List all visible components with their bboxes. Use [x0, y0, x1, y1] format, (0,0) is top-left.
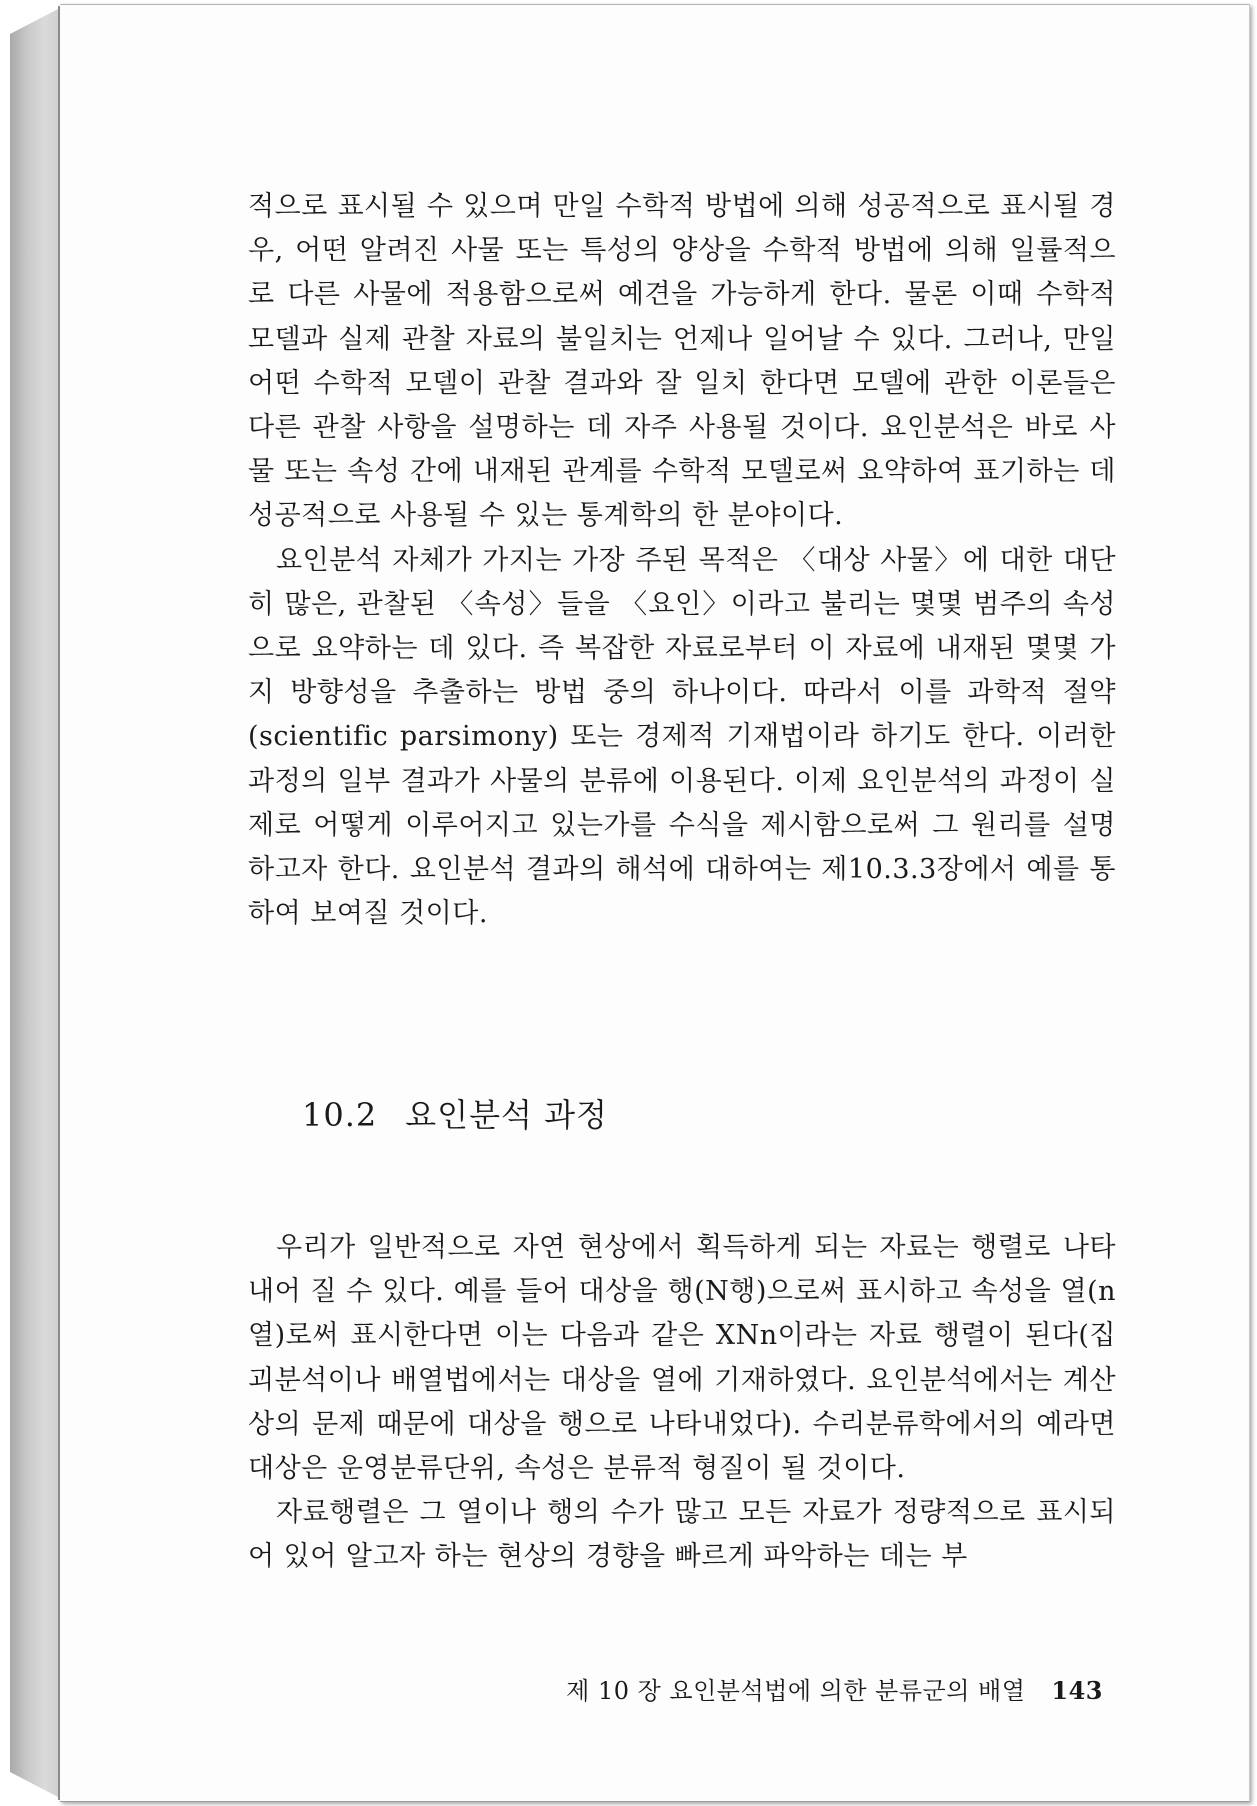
section-heading	[302, 1090, 608, 1136]
section-title: 요인분석 과정	[405, 1096, 608, 1134]
running-footer	[566, 1671, 1103, 1706]
paragraph: 자료행렬은 그 열이나 행의 수가 많고 모든 자료가 정량적으로 표시되어 있어 알고자 하는 현상의 경향을 빠르게 파악하는 데는 부	[248, 1497, 1116, 1573]
body-text-block-2	[248, 1226, 1116, 1580]
section-number: 10.2	[302, 1096, 378, 1134]
paragraph: 요인분석 자체가 가지는 가장 주된 목적은 〈대상 사물〉에 대한 대단히 많은, 관찰된 〈속성〉들을 〈요인〉이라고 불리는 몇몇 범주의 속성으로 요약하는 데 있다. 즉 복잡한 자료로부터 이 자료에 내재된 몇몇 가지 방향성을 추출하는 방법 중의 하나이다. 따라서 이를 과학적 절약(scientific parsimony) 또는 경제적 기재법이라 하기도 한다. 이러한 과정의 일부 결과가 사물의 분류에 이용된다. 이제 요인분석의 과정이 실제로 어떻게 이루어지고 있는가를 수식을 제시함으로써 그 원리를 설명하고자 한다. 요인분석 결과의 해석에 대하여는 제10.3.3장에서 예를 통하여 보여질 것이다.	[248, 544, 1116, 930]
footer-chapter-title: 제 10 장 요인분석법에 의한 분류군의 배열	[566, 1677, 1026, 1705]
body-text-block-1	[248, 185, 1116, 936]
paragraph: 적으로 표시될 수 있으며 만일 수학적 방법에 의해 성공적으로 표시될 경우, 어떤 알려진 사물 또는 특성의 양상을 수학적 방법에 의해 일률적으로 다른 사물에 적용함으로써 예견을 가능하게 한다. 물론 이때 수학적 모델과 실제 관찰 자료의 불일치는 언제나 일어날 수 있다. 그러나, 만일 어떤 수학적 모델이 관찰 결과와 잘 일치 한다면 모델에 관한 이론들은 다른 관찰 사항을 설명하는 데 자주 사용될 것이다. 요인분석은 바로 사물 또는 속성 간에 내재된 관계를 수학적 모델로써 요약하여 표기하는 데 성공적으로 사용될 수 있는 통계학의 한 분야이다.	[248, 191, 1116, 532]
paragraph: 우리가 일반적으로 자연 현상에서 획득하게 되는 자료는 행렬로 나타내어 질 수 있다. 예를 들어 대상을 행(N행)으로써 표시하고 속성을 열(n열)로써 표시한다면 이는 다음과 같은 XNn이라는 자료 행렬이 된다(집괴분석이나 배열법에서는 대상을 열에 기재하였다. 요인분석에서는 계산상의 문제 때문에 대상을 행으로 나타내었다). 수리분류학에서의 예라면 대상은 운영분류단위, 속성은 분류적 형질이 될 것이다.	[248, 1232, 1116, 1485]
book-spine	[10, 8, 60, 1798]
page-number: 143	[1051, 1676, 1103, 1705]
